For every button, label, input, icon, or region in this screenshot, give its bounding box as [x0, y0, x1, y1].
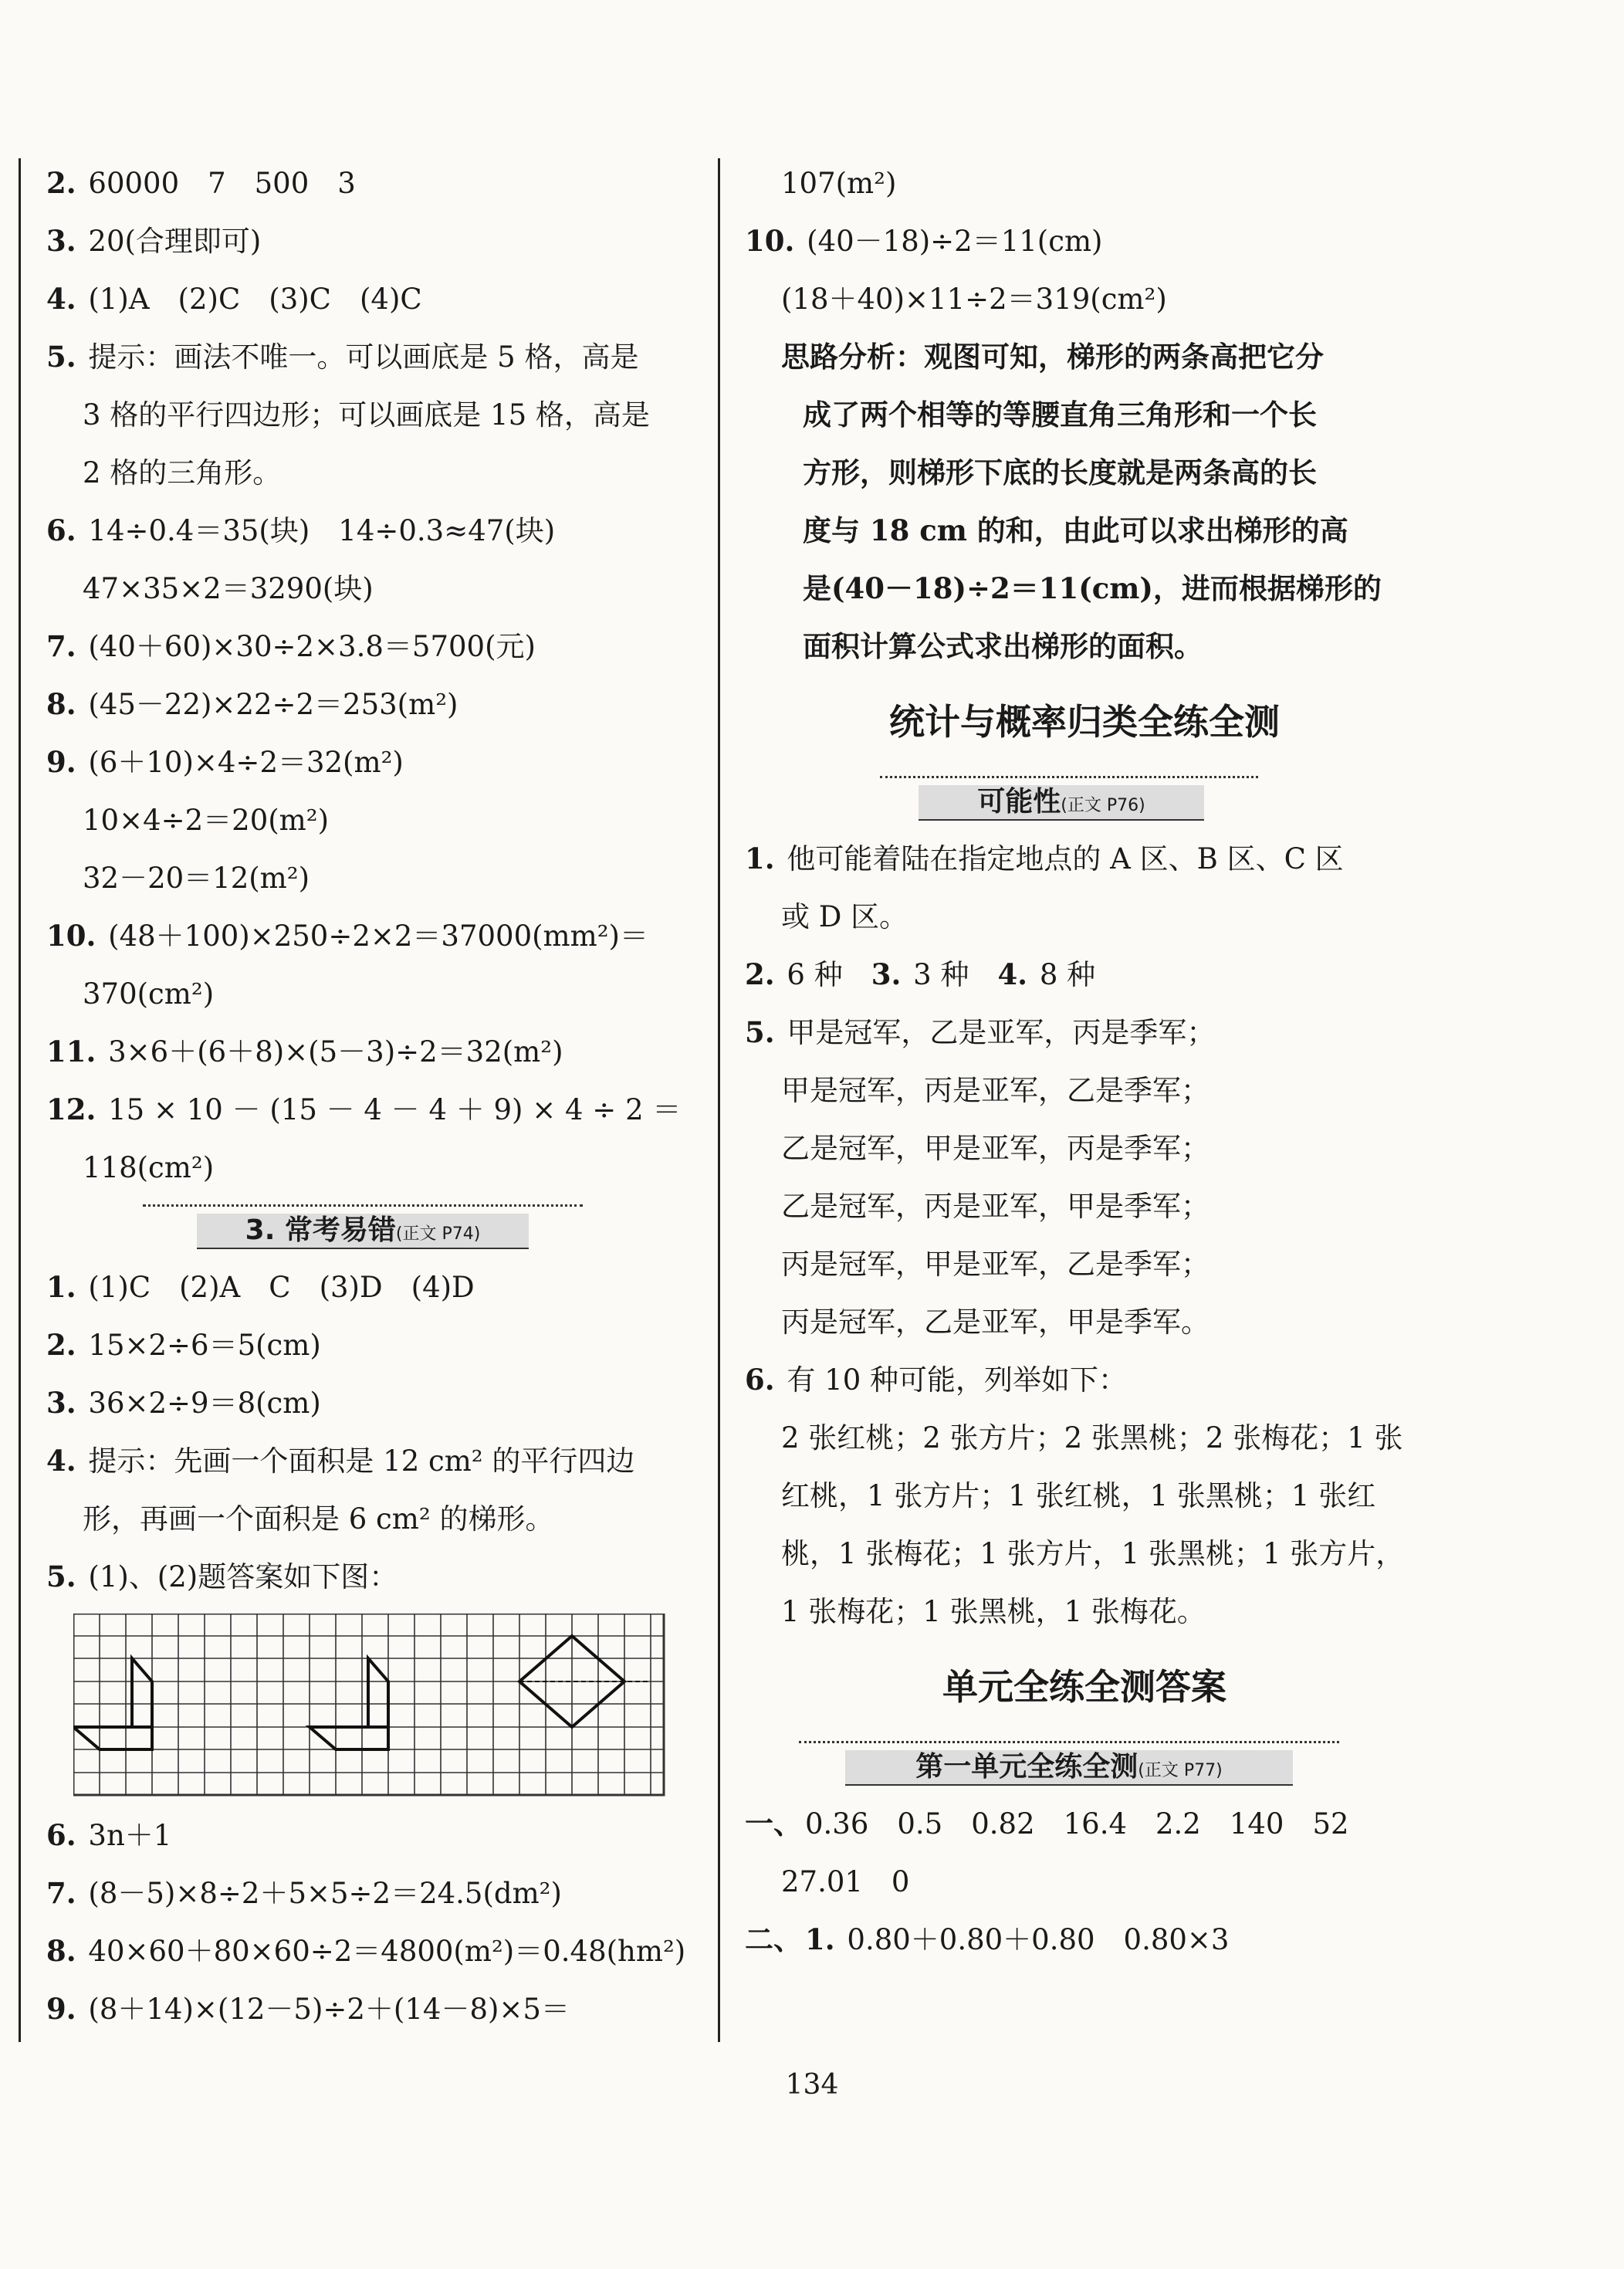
errors-answer-3: 3. 36×2÷9＝8(cm) — [46, 1386, 321, 1420]
answer-9: 9. (6＋10)×4÷2＝32(m²) — [46, 745, 404, 779]
section-title: 可能性(正文 P76) — [919, 785, 1204, 821]
prob-answer-6-cont: 1 张梅花；1 张黑桃，1 张梅花。 — [781, 1595, 1206, 1628]
answer-figure — [46, 1606, 695, 1807]
errors-answer-10-cont: (18＋40)×11÷2＝319(cm²) — [781, 283, 1167, 316]
column-divider — [718, 158, 720, 2042]
errors-answer-8: 8. 40×60＋80×60÷2＝4800(m²)＝0.48(hm²) — [46, 1934, 686, 1968]
prob-answer-1-cont: 或 D 区。 — [781, 900, 908, 933]
prob-answer-2-4: 2. 6 种 3. 3 种 4. 8 种 — [745, 957, 1096, 991]
right-column — [745, 154, 1405, 1969]
answer-2: 2. 60000 7 500 3 — [46, 166, 356, 200]
errors-answer-7: 7. (8－5)×8÷2＋5×5÷2＝24.5(dm²) — [46, 1876, 562, 1910]
prob-answer-6-cont: 红桃，1 张方片；1 张红桃，1 张黑桃；1 张红 — [781, 1479, 1376, 1512]
section-heading-statistics: 统计与概率归类全练全测 — [889, 701, 1280, 743]
dotted-rule — [143, 1204, 583, 1207]
prob-answer-5-cont: 丙是冠军，甲是亚军，乙是季军； — [781, 1248, 1210, 1281]
errors-answer-4-cont: 形，再画一个面积是 6 cm² 的梯形。 — [83, 1502, 554, 1536]
left-column — [46, 154, 695, 2038]
prob-answer-5-cont: 乙是冠军，丙是亚军，甲是季军； — [781, 1190, 1210, 1223]
trapezoid-1-vertical — [132, 1658, 152, 1727]
unit1-part-1-cont: 27.01 0 — [781, 1865, 910, 1898]
answer-6: 6. 14÷0.4＝35(块) 14÷0.3≈47(块) — [46, 513, 556, 547]
prob-answer-6-cont: 2 张红桃；2 张方片；2 张黑桃；2 张梅花；1 张 — [781, 1421, 1403, 1455]
answer-5: 5. 提示：画法不唯一。可以画底是 5 格，高是 — [46, 340, 639, 374]
section-title: 第一单元全练全测(正文 P77) — [845, 1750, 1293, 1786]
answer-5-cont: 3 格的平行四边形；可以画底是 15 格，高是 — [83, 398, 650, 432]
errors-answer-1: 1. (1)C (2)A C (3)D (4)D — [46, 1270, 475, 1304]
answer-12-cont: 118(cm²) — [83, 1151, 215, 1184]
answer-12: 12. 15 × 10 － (15 － 4 － 4 ＋ 9) × 4 ÷ 2 ＝ — [46, 1092, 682, 1126]
section-title: 3. 常考易错(正文 P74) — [197, 1214, 529, 1249]
analysis-line: 思路分析：观图可知，梯形的两条高把它分 — [781, 340, 1324, 374]
grid-diagram — [73, 1614, 668, 1799]
errors-answer-9: 9. (8＋14)×(12－5)÷2＋(14－8)×5＝ — [46, 1992, 570, 2026]
left-margin-rule — [19, 158, 21, 2042]
answer-3: 3. 20(合理即可) — [46, 224, 262, 258]
answer-11: 11. 3×6＋(6＋8)×(5－3)÷2＝32(m²) — [46, 1035, 563, 1068]
errors-answer-6: 6. 3n＋1 — [46, 1818, 172, 1852]
prob-answer-5: 5. 甲是冠军，乙是亚军，丙是季军； — [745, 1015, 1216, 1049]
prob-answer-6-cont: 桃，1 张梅花；1 张方片，1 张黑桃；1 张方片， — [781, 1537, 1405, 1570]
dotted-rule — [880, 776, 1258, 778]
answer-9-result: 107(m²) — [781, 167, 897, 200]
analysis-line: 成了两个相等的等腰直角三角形和一个长 — [803, 398, 1317, 432]
analysis-line: 面积计算公式求出梯形的面积。 — [803, 629, 1203, 663]
unit1-part-2: 二、 1. 0.80＋0.80＋0.80 0.80×3 — [745, 1922, 1230, 1956]
analysis-line: 是(40－18)÷2＝11(cm)，进而根据梯形的 — [803, 571, 1382, 605]
errors-answer-2: 2. 15×2÷6＝5(cm) — [46, 1328, 321, 1362]
answer-9-cont: 32－20＝12(m²) — [83, 862, 310, 895]
answer-9-cont: 10×4÷2＝20(m²) — [83, 804, 330, 837]
answer-10-cont: 370(cm²) — [83, 977, 215, 1011]
errors-answer-4: 4. 提示：先画一个面积是 12 cm² 的平行四边 — [46, 1444, 635, 1478]
prob-answer-6: 6. 有 10 种可能，列举如下： — [745, 1363, 1128, 1397]
dotted-rule — [799, 1741, 1339, 1743]
answer-4: 4. (1)A (2)C (3)C (4)C — [46, 282, 422, 316]
answer-7: 7. (40＋60)×30÷2×3.8＝5700(元) — [46, 629, 536, 663]
section-box-probability — [745, 768, 1393, 830]
answer-8: 8. (45－22)×22÷2＝253(m²) — [46, 687, 458, 721]
analysis-line: 方形，则梯形下底的长度就是两条高的长 — [803, 455, 1317, 489]
unit1-part-1: 一、 0.36 0.5 0.82 16.4 2.2 140 52 — [745, 1807, 1349, 1841]
trapezoid-1 — [73, 1727, 152, 1749]
prob-answer-5-cont: 乙是冠军，甲是亚军，丙是季军； — [781, 1132, 1210, 1165]
analysis-line: 度与 18 cm 的和，由此可以求出梯形的高 — [803, 513, 1348, 547]
trapezoid-2 — [310, 1727, 388, 1749]
answer-6-cont: 47×35×2＝3290(块) — [83, 572, 374, 605]
answer-5-cont: 2 格的三角形。 — [83, 456, 282, 489]
section-box-unit-1 — [745, 1733, 1393, 1795]
prob-answer-1: 1. 他可能着陆在指定地点的 A 区、B 区、C 区 — [745, 842, 1344, 875]
prob-answer-5-cont: 丙是冠军，乙是亚军，甲是季军。 — [781, 1306, 1210, 1339]
trapezoid-2-vertical — [368, 1658, 388, 1727]
section-box-common-errors — [46, 1197, 695, 1258]
section-heading-unit-tests: 单元全练全测答案 — [942, 1666, 1226, 1708]
answer-10: 10. (48＋100)×250÷2×2＝37000(mm²)＝ — [46, 919, 648, 953]
page-number: 134 — [785, 2069, 839, 2101]
errors-answer-10: 10. (40－18)÷2＝11(cm) — [745, 224, 1103, 258]
prob-answer-5-cont: 甲是冠军，丙是亚军，乙是季军； — [781, 1074, 1210, 1107]
errors-answer-5: 5. (1)、(2)题答案如下图： — [46, 1560, 398, 1593]
